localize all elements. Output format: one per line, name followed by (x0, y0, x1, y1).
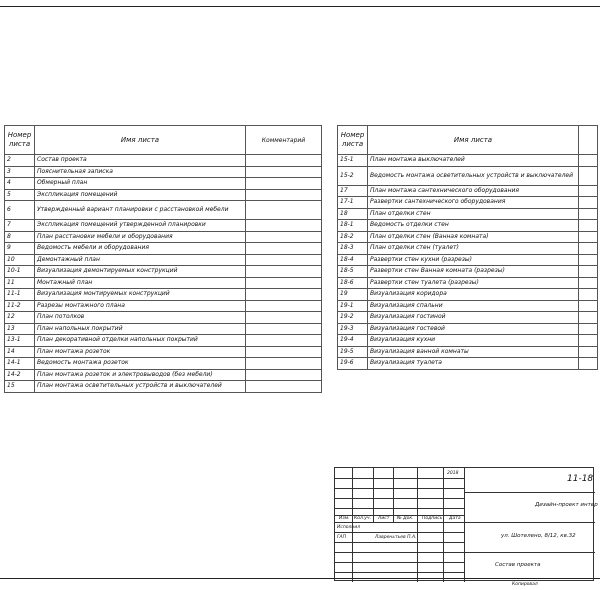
table-row (5, 346, 322, 358)
table-row (5, 189, 322, 201)
comment-cell (579, 254, 598, 266)
sheet-name-cell: Утвержденный вариант планировки с расстановкой мебели (35, 201, 246, 220)
sheet-name-cell: План монтажа выключателей (368, 155, 579, 167)
table-row (5, 300, 322, 312)
table-row (5, 231, 322, 243)
table-row (5, 254, 322, 266)
table-row (5, 220, 322, 232)
sheet-number-cell: 15-1 (338, 155, 368, 167)
comment-cell (579, 277, 598, 289)
sheet-number-cell: 17 (338, 185, 368, 197)
comment-cell (246, 323, 322, 335)
col-doc-number: № Док. (397, 516, 414, 521)
header-comment-cut (579, 126, 598, 155)
sheet-name-cell: Визуализация гостевой (368, 323, 579, 335)
author-name: Лавреньтьев П.А. (375, 535, 417, 540)
sheet-number-cell: 14-2 (5, 369, 35, 381)
comment-cell (579, 243, 598, 255)
sheet-number-cell: 19 (338, 289, 368, 301)
table-row (338, 323, 598, 335)
table-row (5, 166, 322, 178)
comment-cell (246, 300, 322, 312)
table-row (338, 346, 598, 358)
sheet-name-cell: План монтажа розеток и электровыводов (без мебели) (35, 369, 246, 381)
col-list: Лист (378, 516, 390, 521)
header-sheet-number: Номер листа (5, 126, 35, 155)
table-row (338, 277, 598, 289)
header-comment: Комментарий (246, 126, 322, 155)
table-row (338, 254, 598, 266)
sheet-list-table-right (337, 125, 598, 370)
comment-cell (246, 346, 322, 358)
comment-cell (579, 231, 598, 243)
sheet-name-cell: Визуализация коридора (368, 289, 579, 301)
table-row (5, 178, 322, 190)
table-row (5, 155, 322, 167)
table-header-row (5, 126, 322, 155)
comment-cell (579, 323, 598, 335)
role-executor: Исполнил (337, 525, 361, 530)
comment-cell (246, 277, 322, 289)
comment-cell (246, 155, 322, 167)
comment-cell (246, 289, 322, 301)
title-block-year: 2018 (447, 471, 459, 476)
sheet-name-cell: Визуализация спальни (368, 300, 579, 312)
sheet-name-cell: Экспликация помещений (35, 189, 246, 201)
sheet-number-cell: 6 (5, 201, 35, 220)
sheet-name-cell: Визуализация монтируемых конструкций (35, 289, 246, 301)
sheet-name-cell: Ведомость монтажа розеток (35, 358, 246, 370)
table-row (5, 369, 322, 381)
sheet-number-cell: 19-2 (338, 312, 368, 324)
sheet-name-cell: План монтажа осветительных устройств и выключателей (35, 381, 246, 393)
table-row (5, 201, 322, 220)
sheet-number-cell: 18 (338, 208, 368, 220)
sheet-list-table-left (4, 125, 322, 393)
comment-cell (246, 358, 322, 370)
sheet-name-cell: Визуализация ванной комнаты (368, 346, 579, 358)
comment-cell (246, 369, 322, 381)
sheet-name-cell: План отделки стен (368, 208, 579, 220)
sheet-name-cell: Визуализация демонтируемых конструкций (35, 266, 246, 278)
table-row (5, 266, 322, 278)
sheet-number-cell: 11-2 (5, 300, 35, 312)
col-date: Дата (449, 516, 461, 521)
sheet-name-cell: Развертки стен Ванная комната (разрезы) (368, 266, 579, 278)
sheet-number-cell: 4 (5, 178, 35, 190)
comment-cell (246, 335, 322, 347)
sheet-name-cell: Разрезы монтажного плана (35, 300, 246, 312)
sheet-number-cell: 15 (5, 381, 35, 393)
sheet-name-cell: Развертки сантехнического оборудования (368, 197, 579, 209)
comment-cell (579, 220, 598, 232)
sheet-number-cell: 10 (5, 254, 35, 266)
comment-cell (579, 335, 598, 347)
table-row (338, 243, 598, 255)
table-header-row (338, 126, 598, 155)
sheet-name-cell: Визуализация кухни (368, 335, 579, 347)
col-signature: Подпись (422, 516, 443, 521)
sheet-name-cell: Состав проекта (35, 155, 246, 167)
sheet-name-cell: План потолков (35, 312, 246, 324)
sheet-name-cell: Развертки стен кухни (разрезы) (368, 254, 579, 266)
sheet-number-cell: 18-5 (338, 266, 368, 278)
comment-cell (579, 266, 598, 278)
sheet-number-cell: 14 (5, 346, 35, 358)
sheet-number-cell: 7 (5, 220, 35, 232)
table-row (338, 208, 598, 220)
sheet-name-cell: План отделки стен (Ванная комната) (368, 231, 579, 243)
table-row (338, 266, 598, 278)
sheet-name-cell: План монтажа розеток (35, 346, 246, 358)
sheet-number-cell: 19-1 (338, 300, 368, 312)
comment-cell (579, 185, 598, 197)
table-row (338, 289, 598, 301)
sheet-number-cell: 12 (5, 312, 35, 324)
table-row (338, 185, 598, 197)
sheet-name-cell: Визуализация гостиной (368, 312, 579, 324)
comment-cell (246, 254, 322, 266)
sheet-number-cell: 5 (5, 189, 35, 201)
comment-cell (246, 381, 322, 393)
comment-cell (579, 208, 598, 220)
sheet-number-cell: 2 (5, 155, 35, 167)
table-row (338, 166, 598, 185)
sheet-number-cell: 3 (5, 166, 35, 178)
sheet-number-cell: 18-1 (338, 220, 368, 232)
sheet-name-cell: Ведомость отделки стен (368, 220, 579, 232)
copied-label: Копировал (512, 582, 538, 587)
comment-cell (246, 220, 322, 232)
project-name: Дизайн-проект интер (535, 502, 598, 508)
sheet-name-cell: План расстановки мебели и оборудования (35, 231, 246, 243)
sheet-name-cell: Монтажный план (35, 277, 246, 289)
sheet-number-cell: 11 (5, 277, 35, 289)
comment-cell (579, 155, 598, 167)
sheet-number-cell: 15-2 (338, 166, 368, 185)
comment-cell (579, 300, 598, 312)
sheet-number-cell: 10-1 (5, 266, 35, 278)
sheet-name-cell: Развертки стен туалета (разрезы) (368, 277, 579, 289)
comment-cell (579, 312, 598, 324)
comment-cell (579, 289, 598, 301)
sheet-number-cell: 18-2 (338, 231, 368, 243)
table-row (338, 358, 598, 370)
sheet-name-cell: План напольных покрытий (35, 323, 246, 335)
sheet-number-cell: 14-1 (5, 358, 35, 370)
sheet-name-cell: Визуализация туалета (368, 358, 579, 370)
header-sheet-name: Имя листа (368, 126, 579, 155)
table-row (5, 358, 322, 370)
table-row (5, 323, 322, 335)
address: ул. Шотелено, 8/12, кв.32 (501, 533, 576, 539)
table-row (338, 155, 598, 167)
comment-cell (246, 166, 322, 178)
table-row (338, 197, 598, 209)
header-sheet-number: Номер листа (338, 126, 368, 155)
table-row (338, 335, 598, 347)
title-block (334, 467, 598, 581)
table-row (338, 300, 598, 312)
sheet-name-cell: Экспликация помещений утвержденной планировки (35, 220, 246, 232)
sheet-name-cell: Пояснительная записка (35, 166, 246, 178)
sheet-name-cell: Ведомость монтажа осветительных устройств и выключателей (368, 166, 579, 185)
sheet-name-cell: План монтажа сантехнического оборудования (368, 185, 579, 197)
comment-cell (579, 197, 598, 209)
table-row (5, 243, 322, 255)
comment-cell (579, 346, 598, 358)
comment-cell (246, 201, 322, 220)
sheet-number-cell: 19-6 (338, 358, 368, 370)
comment-cell (246, 266, 322, 278)
comment-cell (246, 243, 322, 255)
project-code: 11-18 (567, 474, 594, 484)
table-row (338, 220, 598, 232)
sheet-number-cell: 18-4 (338, 254, 368, 266)
sheet-name-cell: Демонтажный план (35, 254, 246, 266)
sheet-number-cell: 11-1 (5, 289, 35, 301)
comment-cell (246, 189, 322, 201)
comment-cell (246, 231, 322, 243)
sheet-number-cell: 13 (5, 323, 35, 335)
sheet-number-cell: 19-3 (338, 323, 368, 335)
table-row (5, 381, 322, 393)
table-row (5, 312, 322, 324)
comment-cell (246, 312, 322, 324)
sheet-number-cell: 17-1 (338, 197, 368, 209)
header-sheet-name: Имя листа (35, 126, 246, 155)
sheet-number-cell: 13-1 (5, 335, 35, 347)
sheet-number-cell: 8 (5, 231, 35, 243)
sheet-name-cell: План декоративной отделки напольных покрытий (35, 335, 246, 347)
table-row (338, 312, 598, 324)
sheet-name-cell: Обмерный план (35, 178, 246, 190)
sheet-name-cell: План отделки стен (туалет) (368, 243, 579, 255)
col-izm: Изм. (339, 516, 350, 521)
sheet-title: Состав проекта (495, 562, 541, 568)
table-row (5, 335, 322, 347)
comment-cell (246, 178, 322, 190)
col-kol-uch: Кол.уч. (354, 516, 372, 521)
sheet-number-cell: 18-6 (338, 277, 368, 289)
table-row (5, 277, 322, 289)
table-row (5, 289, 322, 301)
sheet-number-cell: 19-5 (338, 346, 368, 358)
comment-cell (579, 358, 598, 370)
sheet-name-cell: Ведомость мебели и оборудования (35, 243, 246, 255)
comment-cell (579, 166, 598, 185)
role-gap: ГАП (337, 535, 346, 540)
sheet-number-cell: 19-4 (338, 335, 368, 347)
sheet-number-cell: 18-3 (338, 243, 368, 255)
table-row (338, 231, 598, 243)
sheet-number-cell: 9 (5, 243, 35, 255)
